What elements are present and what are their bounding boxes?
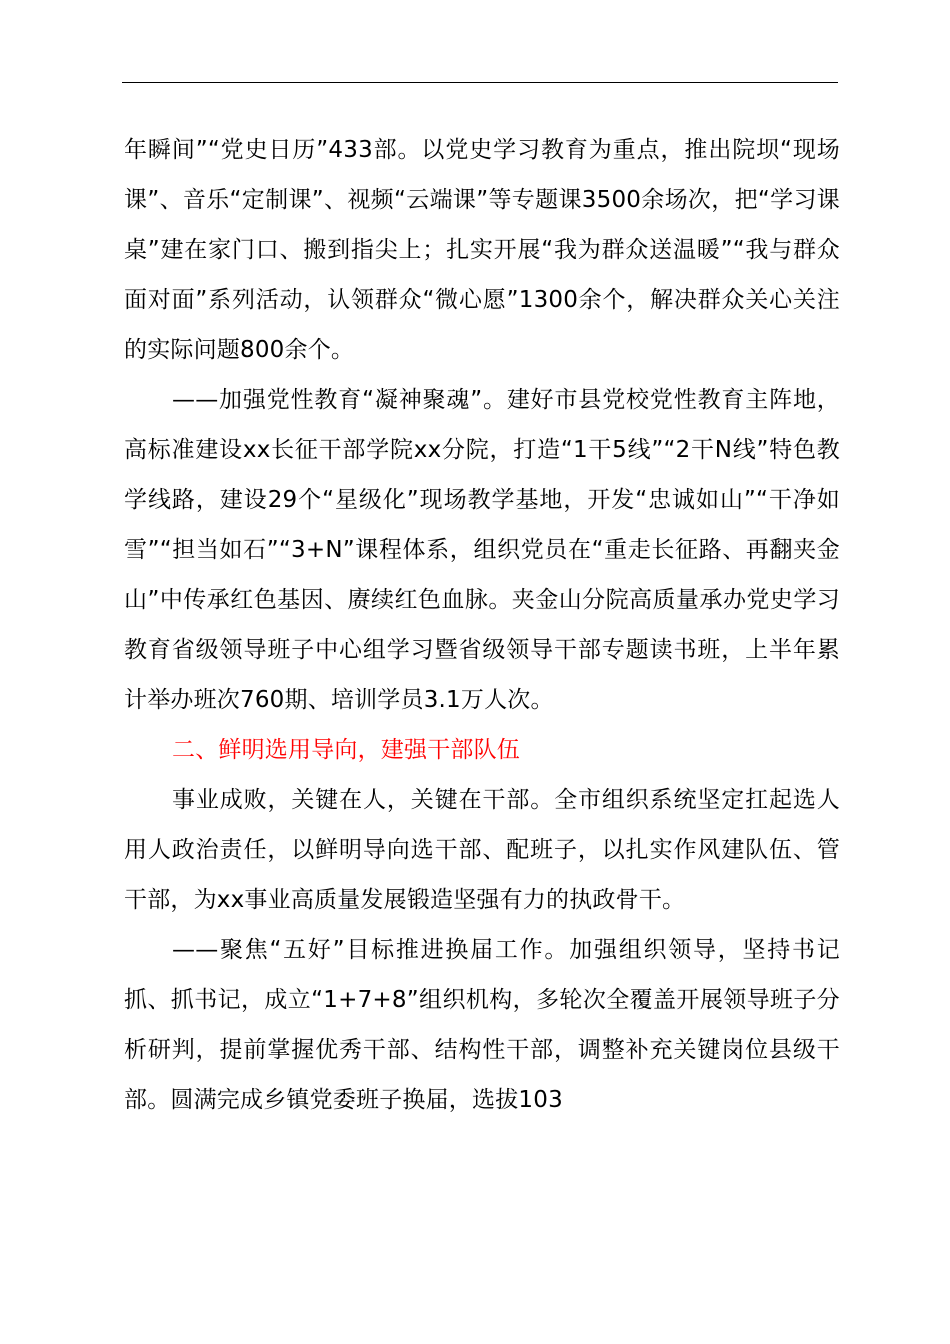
header-rule xyxy=(122,82,838,83)
document-body xyxy=(124,125,840,1125)
paragraph-continuation: 年瞬间”“党史日历”433部。以党史学习教育为重点，推出院坝“现场课”、音乐“定制课”、视频“云端课”等专题课3500余场次，把“学习课桌”建在家门口、搬到指尖上；扎实开展“我为群众送温暖”“我与群众面对面”系列活动，认领群众“微心愿”1300余个，解决群众关心关注的实际问题800余个。 xyxy=(124,137,840,363)
paragraph-party-spirit-education: ——加强党性教育“凝神聚魂”。建好市县党校党性教育主阵地，高标准建设xx长征干部学院xx分院，打造“1干5线”“2干N线”特色教学线路，建设29个“星级化”现场教学基地，开发“忠诚如山”“干净如雪”“担当如石”“3+N”课程体系，组织党员在“重走长征路、再翻夹金山”中传承红色基因、赓续红色血脉。夹金山分院高质量承办党史学习教育省级领导班子中心组学习暨省级领导干部专题读书班，上半年累计举办班次760期、培训学员3.1万人次。 xyxy=(124,387,840,713)
section-heading-2: 二、鲜明选用导向，建强干部队伍 xyxy=(172,737,520,763)
paragraph-election-work: ——聚焦“五好”目标推进换届工作。加强组织领导，坚持书记抓、抓书记，成立“1+7+8”组织机构，多轮次全覆盖开展领导班子分析研判，提前掌握优秀干部、结构性干部，调整补充关键岗位县级干部。圆满完成乡镇党委班子换届，选拔103 xyxy=(124,937,840,1113)
paragraph-cadre-selection-intro: 事业成败，关键在人，关键在干部。全市组织系统坚定扛起选人用人政治责任，以鲜明导向选干部、配班子，以扎实作风建队伍、管干部，为xx事业高质量发展锻造坚强有力的执政骨干。 xyxy=(124,787,840,913)
